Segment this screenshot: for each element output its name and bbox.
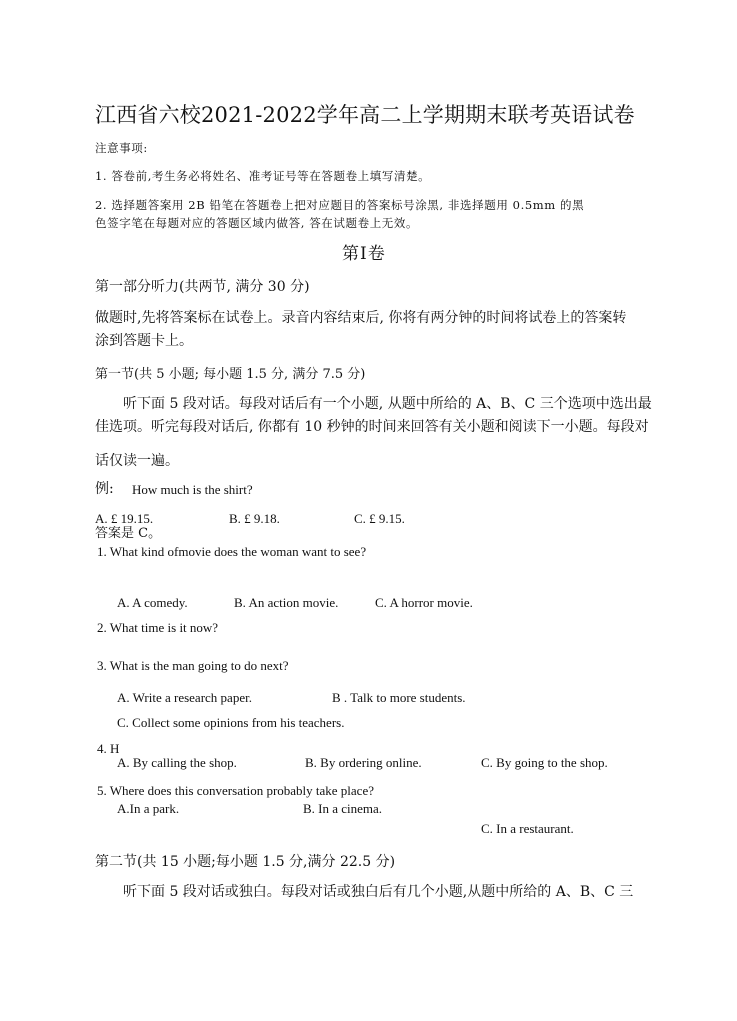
example-answer: 答案是 C。 xyxy=(95,526,162,541)
part1-instruction-line-2: 涂到答题卡上。 xyxy=(95,333,193,349)
question-5-option-a: A.In a park. xyxy=(117,801,180,816)
volume-heading: 第Ⅰ卷 xyxy=(342,244,386,264)
example-option-a: A. £ 19.15. xyxy=(95,511,154,526)
notice-item-2-line-1: 2. 选择题答案用 2B 铅笔在答题卷上把对应题目的答案标号涂黑, 非选择题用 0.5mm 的黑 xyxy=(95,198,585,212)
question-2: 2. What time is it now? xyxy=(97,620,219,635)
section1-instruction-line-3: 话仅读一遍。 xyxy=(95,453,179,469)
question-4-option-c: C. By going to the shop. xyxy=(481,755,608,770)
question-3-option-b: B . Talk to more students. xyxy=(332,690,466,705)
example-question: How much is the shirt? xyxy=(132,482,253,497)
notice-item-1: 1. 答卷前,考生务必将姓名、准考证号等在答题卷上填写清楚。 xyxy=(95,169,431,183)
question-4: 4. H xyxy=(97,741,120,756)
question-5-option-b: B. In a cinema. xyxy=(303,801,383,816)
question-4-option-b: B. By ordering online. xyxy=(305,755,422,770)
notice-item-2-line-2: 色签字笔在每题对应的答题区域内做答, 答在试题卷上无效。 xyxy=(95,216,419,230)
example-label: 例: xyxy=(95,481,114,497)
section1-instruction-line-2: 佳选项。听完每段对话后, 你都有 10 秒钟的时间来回答有关小题和阅读下一小题。每段对 xyxy=(95,419,649,435)
question-1-option-b: B. An action movie. xyxy=(234,595,339,610)
section2-heading: 第二节(共 15 小题;每小题 1.5 分,满分 22.5 分) xyxy=(95,854,396,870)
exam-title: 江西省六校2021-2022学年高二上学期期末联考英语试卷 xyxy=(95,103,635,127)
example-option-b: B. £ 9.18. xyxy=(229,511,280,526)
question-1: 1. What kind ofmovie does the woman want to see? xyxy=(97,544,367,559)
example-option-c: C. £ 9.15. xyxy=(354,511,405,526)
question-5: 5. Where does this conversation probably take place? xyxy=(97,783,374,798)
question-3: 3. What is the man going to do next? xyxy=(97,658,289,673)
part1-instruction-line-1: 做题时,先将答案标在试卷上。录音内容结束后, 你将有两分钟的时间将试卷上的答案转 xyxy=(95,310,627,326)
question-1-option-a: A. A comedy. xyxy=(117,595,188,610)
question-4-option-a: A. By calling the shop. xyxy=(117,755,237,770)
part1-heading: 第一部分听力(共两节, 满分 30 分) xyxy=(95,279,310,295)
question-3-option-a: A. Write a research paper. xyxy=(117,690,252,705)
section1-instruction-line-1: 听下面 5 段对话。每段对话后有一个小题, 从题中所给的 A、B、C 三个选项中选出最 xyxy=(123,396,652,412)
notice-heading: 注意事项: xyxy=(95,141,148,155)
question-5-option-c: C. In a restaurant. xyxy=(481,821,574,836)
section1-heading: 第一节(共 5 小题; 每小题 1.5 分, 满分 7.5 分) xyxy=(95,367,366,382)
question-3-option-c: C. Collect some opinions from his teachers. xyxy=(117,715,345,730)
question-1-option-c: C. A horror movie. xyxy=(375,595,473,610)
section2-instruction-line-1: 听下面 5 段对话或独白。每段对话或独白后有几个小题,从题中所给的 A、B、C 三 xyxy=(123,884,634,900)
